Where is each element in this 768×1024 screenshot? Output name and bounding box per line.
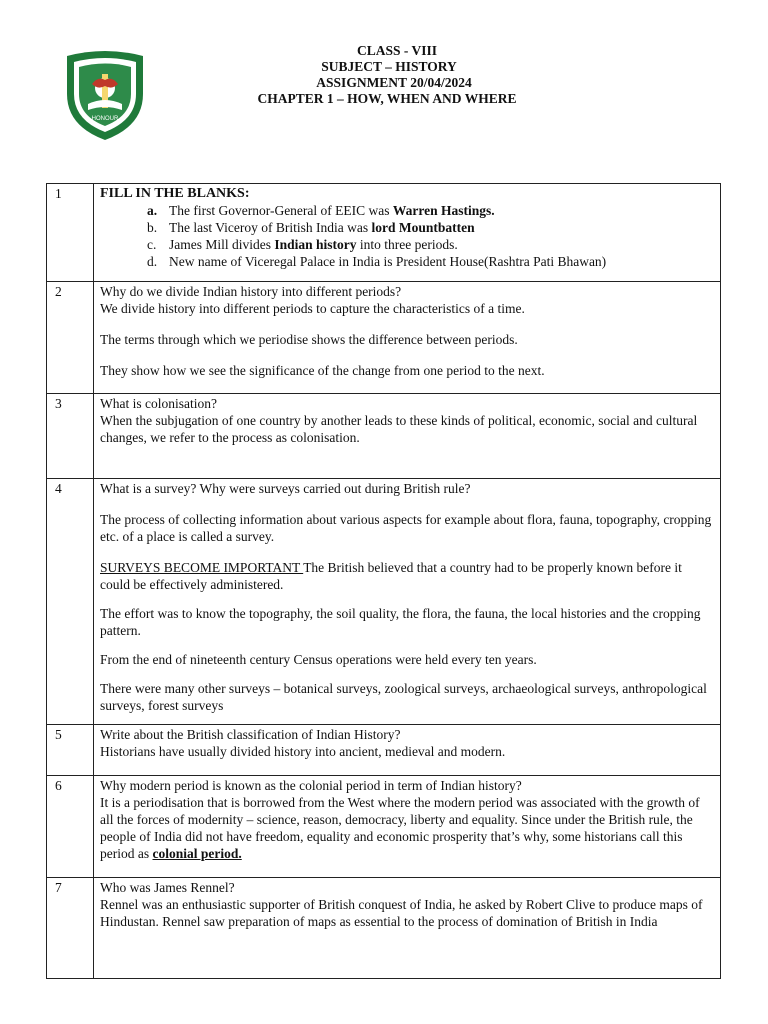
table-row [47,479,721,725]
table-row [47,725,721,776]
answer-text: The terms through which we periodise shows the difference between periods. [100,332,518,347]
answer-text: We divide history into different periods to capture the characteristics of a time. [100,301,525,316]
assignment-title: ASSIGNMENT 20/04/2024 [316,75,472,90]
table-row [47,184,721,282]
subject-title: SUBJECT – HISTORY [321,59,457,74]
answer-text: SURVEYS BECOME IMPORTANT The British believed that a country had to be properly known before it could be effectively administered. [100,560,682,592]
question-number: 1 [47,184,94,282]
answer-text: Rennel was an enthusiastic supporter of British conquest of India, he asked by Robert Clive to produce maps of Hindustan. Rennel saw preparation of maps as essential to the process of domination of British in India [100,897,703,929]
question-number: 5 [47,725,94,776]
surveys-heading: SURVEYS BECOME IMPORTANT [100,560,304,575]
question-cell [94,725,721,776]
question-text: Who was James Rennel? [100,880,235,895]
answer-text: When the subjugation of one country by another leads to these kinds of political, economic, social and cultural changes, we refer to the process as colonisation. [100,413,698,445]
answer-text: The process of collecting information about various aspects for example about flora, fauna, topography, cropping etc. of a place is called a survey. [100,512,712,544]
question-cell [94,394,721,479]
question-text: Why modern period is known as the colonial period in term of Indian history? [100,778,522,793]
answer-text: From the end of nineteenth century Census operations were held every ten years. [100,652,537,667]
answer-text: They show how we see the significance of the change from one period to the next. [100,363,545,378]
table-row [47,394,721,479]
question-number: 7 [47,878,94,979]
question-number: 3 [47,394,94,479]
list-item: d. New name of Viceregal Palace in India is President House(Rashtra Pati Bhawan) [147,254,607,269]
question-cell [94,282,721,394]
question-number: 6 [47,776,94,878]
answer-text: Historians have usually divided history into ancient, medieval and modern. [100,744,506,759]
class-title: CLASS - VIII [356,43,438,58]
document-header [0,43,768,107]
answer-text: It is a periodisation that is borrowed from the West where the modern period was associated with the growth of all the forces of modernity – science, reason, democracy, liberty and equality. Since under the British rule, the people of India did not have freedom, equality and economic prosperity that’s why, some historians call this period as colonial period. [100,795,700,861]
list-item: b. The last Viceroy of British India was lord Mountbatten [147,220,475,235]
question-number: 4 [47,479,94,725]
blanks-list [100,202,714,270]
question-cell [94,776,721,878]
list-item: a. The first Governor-General of EEIC was Warren Hastings. [147,203,495,218]
logo-text: HONOUR [91,116,119,122]
table-row [47,776,721,878]
answer-text: The effort was to know the topography, the soil quality, the flora, the fauna, the local histories and the cropping pattern. [100,606,701,638]
question-cell [94,878,721,979]
question-number: 2 [47,282,94,394]
table-row [47,878,721,979]
question-text: Why do we divide Indian history into different periods? [100,284,402,299]
table-row [47,282,721,394]
question-cell [94,184,721,282]
question-cell [94,479,721,725]
assignment-table [46,183,721,979]
colonial-period-term: colonial period. [152,846,242,861]
question-text: What is a survey? Why were surveys carried out during British rule? [100,481,471,496]
question-text: Write about the British classification of Indian History? [100,727,401,742]
chapter-title: CHAPTER 1 – HOW, WHEN AND WHERE [257,91,517,106]
question-text: What is colonisation? [100,396,217,411]
fill-blanks-heading: FILL IN THE BLANKS: [100,186,250,201]
answer-text: There were many other surveys – botanical surveys, zoological surveys, archaeological surveys, anthropological surveys, forest surveys [100,681,707,713]
list-item: c. James Mill divides Indian history into three periods. [147,237,458,252]
